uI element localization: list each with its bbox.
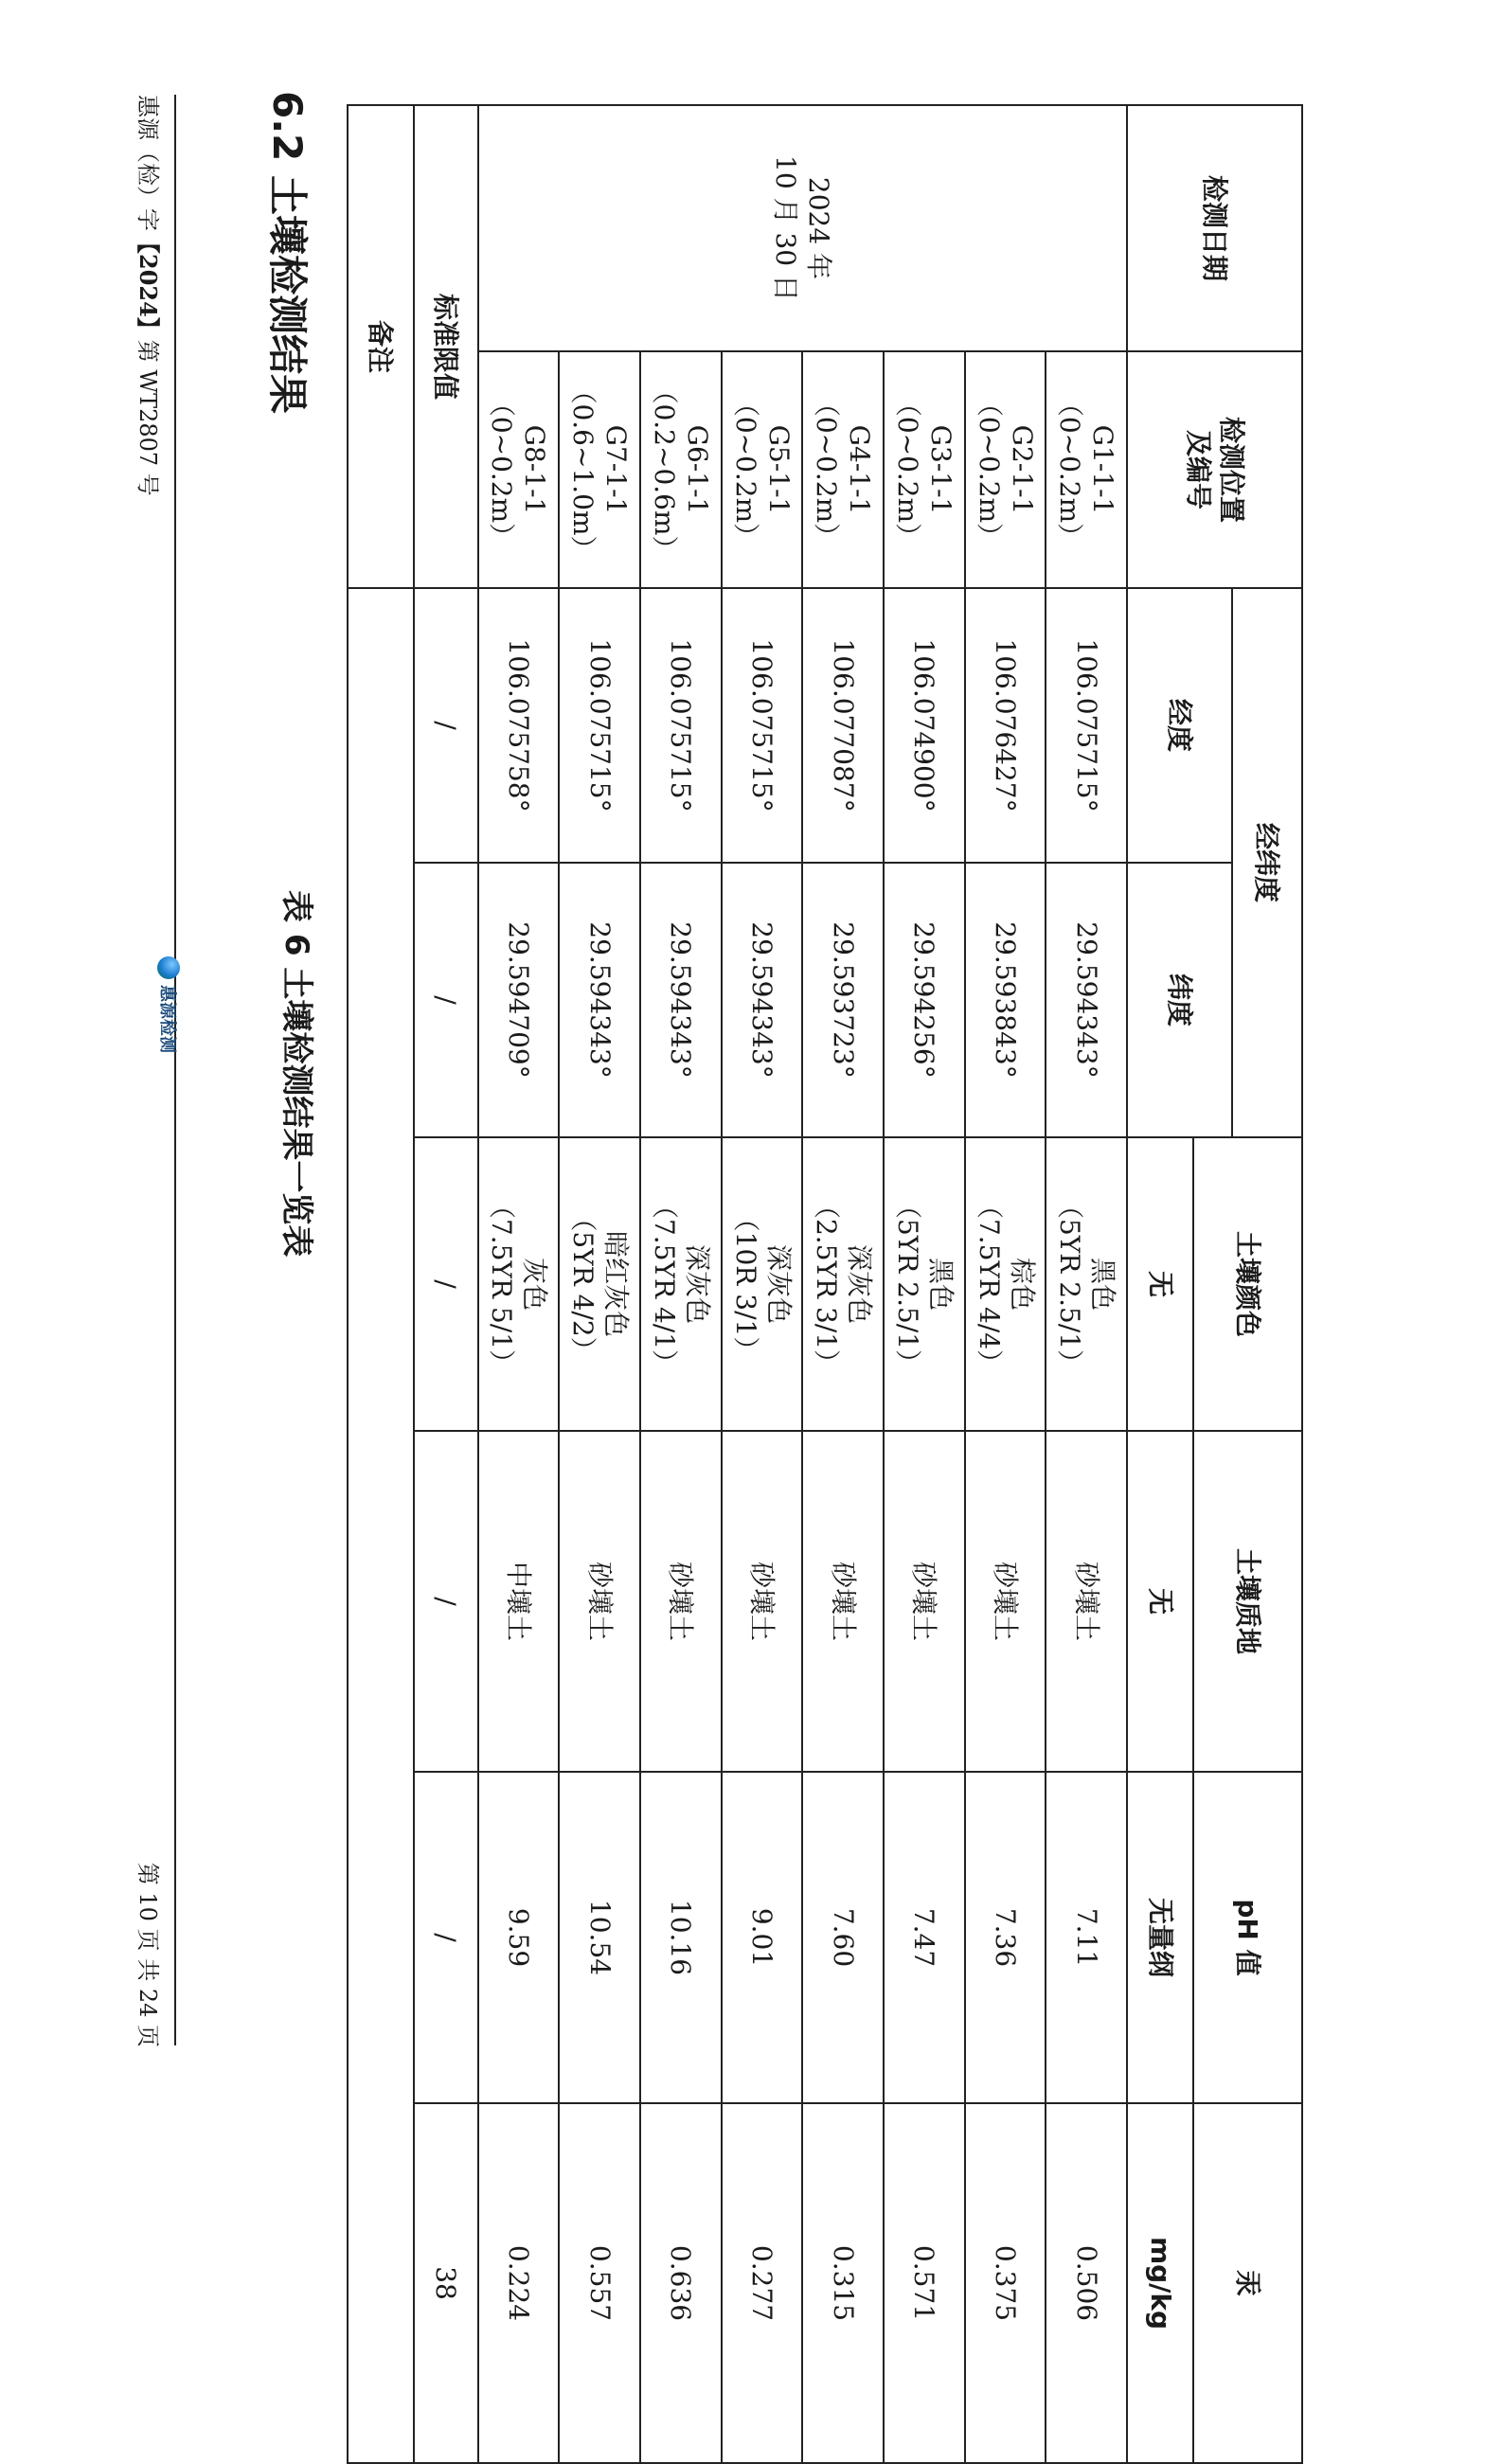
lon-cell: 106.075715° xyxy=(722,588,803,863)
color-code: （7.5YR 4/4） xyxy=(973,1191,1005,1377)
color-cell xyxy=(802,1137,884,1431)
header-position-line1: 检测位置 xyxy=(1215,416,1247,523)
color-cell xyxy=(559,1137,640,1431)
color-name: 黑色 xyxy=(924,1258,957,1312)
table-row xyxy=(640,105,722,2463)
header-row-1 xyxy=(1232,105,1302,2463)
page-info: 第 10 页 共 24 页 xyxy=(134,1862,161,2047)
position-cell: G8-1-1（0~0.2m） xyxy=(478,351,560,588)
unit-ph: 无量纲 xyxy=(1127,1772,1193,2103)
soil-results-table xyxy=(347,104,1303,2464)
color-cell xyxy=(478,1137,560,1431)
header-position-line2: 及编号 xyxy=(1182,429,1214,509)
unit-color: 无 xyxy=(1127,1137,1193,1431)
color-code: （5YR 4/2） xyxy=(567,1205,599,1364)
company-logo xyxy=(156,956,181,1053)
texture-cell: 中壤土 xyxy=(478,1431,560,1772)
doc-prefix: 惠源（检）字 xyxy=(134,95,161,231)
texture-cell: 砂壤土 xyxy=(802,1431,884,1772)
position-cell: G1-1-1（0~0.2m） xyxy=(1046,351,1127,588)
ph-cell: 9.59 xyxy=(478,1772,560,2103)
lon-cell: 106.076427° xyxy=(965,588,1046,863)
limit-hg: 38 xyxy=(414,2103,478,2463)
date-line2: 10 月 30 日 xyxy=(770,155,802,301)
color-name: 暗红灰色 xyxy=(600,1231,633,1338)
lon-cell: 106.075715° xyxy=(559,588,640,863)
position-cell: G6-1-1（0.2~0.6m） xyxy=(640,351,722,588)
texture-cell: 砂壤土 xyxy=(640,1431,722,1772)
lon-cell: 106.074900° xyxy=(884,588,965,863)
logo-icon xyxy=(157,956,180,979)
header-position xyxy=(1127,351,1302,588)
color-cell xyxy=(1046,1137,1127,1431)
color-code: （5YR 2.5/1） xyxy=(1054,1191,1086,1377)
lat-cell: 29.594343° xyxy=(640,863,722,1137)
header-hg: 汞 xyxy=(1193,2103,1302,2463)
table-row xyxy=(478,105,560,2463)
color-cell xyxy=(640,1137,722,1431)
color-code: （2.5YR 3/1） xyxy=(811,1191,843,1377)
ph-cell: 10.16 xyxy=(640,1772,722,2103)
table-row xyxy=(722,105,803,2463)
hg-cell: 0.375 xyxy=(965,2103,1046,2463)
color-name: 黑色 xyxy=(1087,1258,1119,1312)
texture-cell: 砂壤土 xyxy=(722,1431,803,1772)
position-cell: G4-1-1（0~0.2m） xyxy=(802,351,884,588)
header-rule xyxy=(174,95,176,2045)
header-lon: 经度 xyxy=(1127,588,1231,863)
table-row xyxy=(1046,105,1127,2463)
color-cell xyxy=(722,1137,803,1431)
table-row xyxy=(559,105,640,2463)
color-code: （7.5YR 4/1） xyxy=(648,1191,680,1377)
color-code: （10R 3/1） xyxy=(729,1205,761,1364)
lat-cell: 29.594256° xyxy=(884,863,965,1137)
table-title: 表 6 土壤检测结果一览表 xyxy=(277,890,315,1258)
ph-cell: 7.47 xyxy=(884,1772,965,2103)
texture-cell: 砂壤土 xyxy=(965,1431,1046,1772)
limit-row xyxy=(414,105,478,2463)
position-cell: G5-1-1（0~0.2m） xyxy=(722,351,803,588)
limit-color: / xyxy=(414,1137,478,1431)
color-code: （5YR 2.5/1） xyxy=(891,1191,923,1377)
lat-cell: 29.594709° xyxy=(478,863,560,1137)
lat-cell: 29.594343° xyxy=(559,863,640,1137)
hg-cell: 0.571 xyxy=(884,2103,965,2463)
position-cell: G3-1-1（0~0.2m） xyxy=(884,351,965,588)
lon-cell: 106.075715° xyxy=(640,588,722,863)
hg-cell: 0.636 xyxy=(640,2103,722,2463)
lat-cell: 29.593723° xyxy=(802,863,884,1137)
color-code: （7.5YR 5/1） xyxy=(486,1191,518,1377)
color-name: 深灰色 xyxy=(681,1244,713,1325)
lat-cell: 29.594343° xyxy=(722,863,803,1137)
limit-ph: / xyxy=(414,1772,478,2103)
ph-cell: 7.60 xyxy=(802,1772,884,2103)
hg-cell: 0.506 xyxy=(1046,2103,1127,2463)
ph-cell: 9.01 xyxy=(722,1772,803,2103)
texture-cell: 砂壤土 xyxy=(559,1431,640,1772)
lat-cell: 29.593843° xyxy=(965,863,1046,1137)
date-cell xyxy=(478,105,1128,351)
table-row xyxy=(965,105,1046,2463)
position-cell: G2-1-1（0~0.2m） xyxy=(965,351,1046,588)
limit-lon: / xyxy=(414,588,478,863)
header-ph: pH 值 xyxy=(1193,1772,1302,2103)
remark-row xyxy=(348,105,414,2463)
section-title: 6.2 土壤检测结果 xyxy=(264,91,311,415)
doc-year: 【2024】 xyxy=(134,231,162,340)
position-cell: G7-1-1（0.6~1.0m） xyxy=(559,351,640,588)
date-line1: 2024 年 xyxy=(803,176,835,280)
ph-cell: 7.36 xyxy=(965,1772,1046,2103)
header-date: 检测日期 xyxy=(1127,105,1302,351)
hg-cell: 0.277 xyxy=(722,2103,803,2463)
limit-label: 标准限值 xyxy=(414,105,478,588)
header-color: 土壤颜色 xyxy=(1193,1137,1302,1431)
ph-cell: 7.11 xyxy=(1046,1772,1127,2103)
table-row xyxy=(802,105,884,2463)
table-row xyxy=(884,105,965,2463)
document-number xyxy=(134,95,167,496)
unit-hg: mg/kg xyxy=(1127,2103,1193,2463)
color-cell xyxy=(884,1137,965,1431)
ph-cell: 10.54 xyxy=(559,1772,640,2103)
hg-cell: 0.224 xyxy=(478,2103,560,2463)
limit-lat: / xyxy=(414,863,478,1137)
hg-cell: 0.315 xyxy=(802,2103,884,2463)
remark-label: 备注 xyxy=(348,105,414,588)
logo-text: 惠源检测 xyxy=(157,985,177,1053)
header-texture: 土壤质地 xyxy=(1193,1431,1302,1772)
texture-cell: 砂壤土 xyxy=(1046,1431,1127,1772)
limit-texture: / xyxy=(414,1431,478,1772)
unit-texture: 无 xyxy=(1127,1431,1193,1772)
hg-cell: 0.557 xyxy=(559,2103,640,2463)
lon-cell: 106.075758° xyxy=(478,588,560,863)
color-name: 深灰色 xyxy=(844,1244,876,1325)
lat-cell: 29.594343° xyxy=(1046,863,1127,1137)
color-name: 棕色 xyxy=(1006,1258,1038,1312)
color-name: 深灰色 xyxy=(762,1244,795,1325)
doc-no: 第 WT2807 号 xyxy=(134,339,161,496)
color-cell xyxy=(965,1137,1046,1431)
texture-cell: 砂壤土 xyxy=(884,1431,965,1772)
header-lat: 纬度 xyxy=(1127,863,1231,1137)
lon-cell: 106.077087° xyxy=(802,588,884,863)
color-name: 灰色 xyxy=(519,1258,551,1312)
remark-value xyxy=(348,588,414,2463)
header-coord: 经纬度 xyxy=(1232,588,1302,1137)
lon-cell: 106.075715° xyxy=(1046,588,1127,863)
